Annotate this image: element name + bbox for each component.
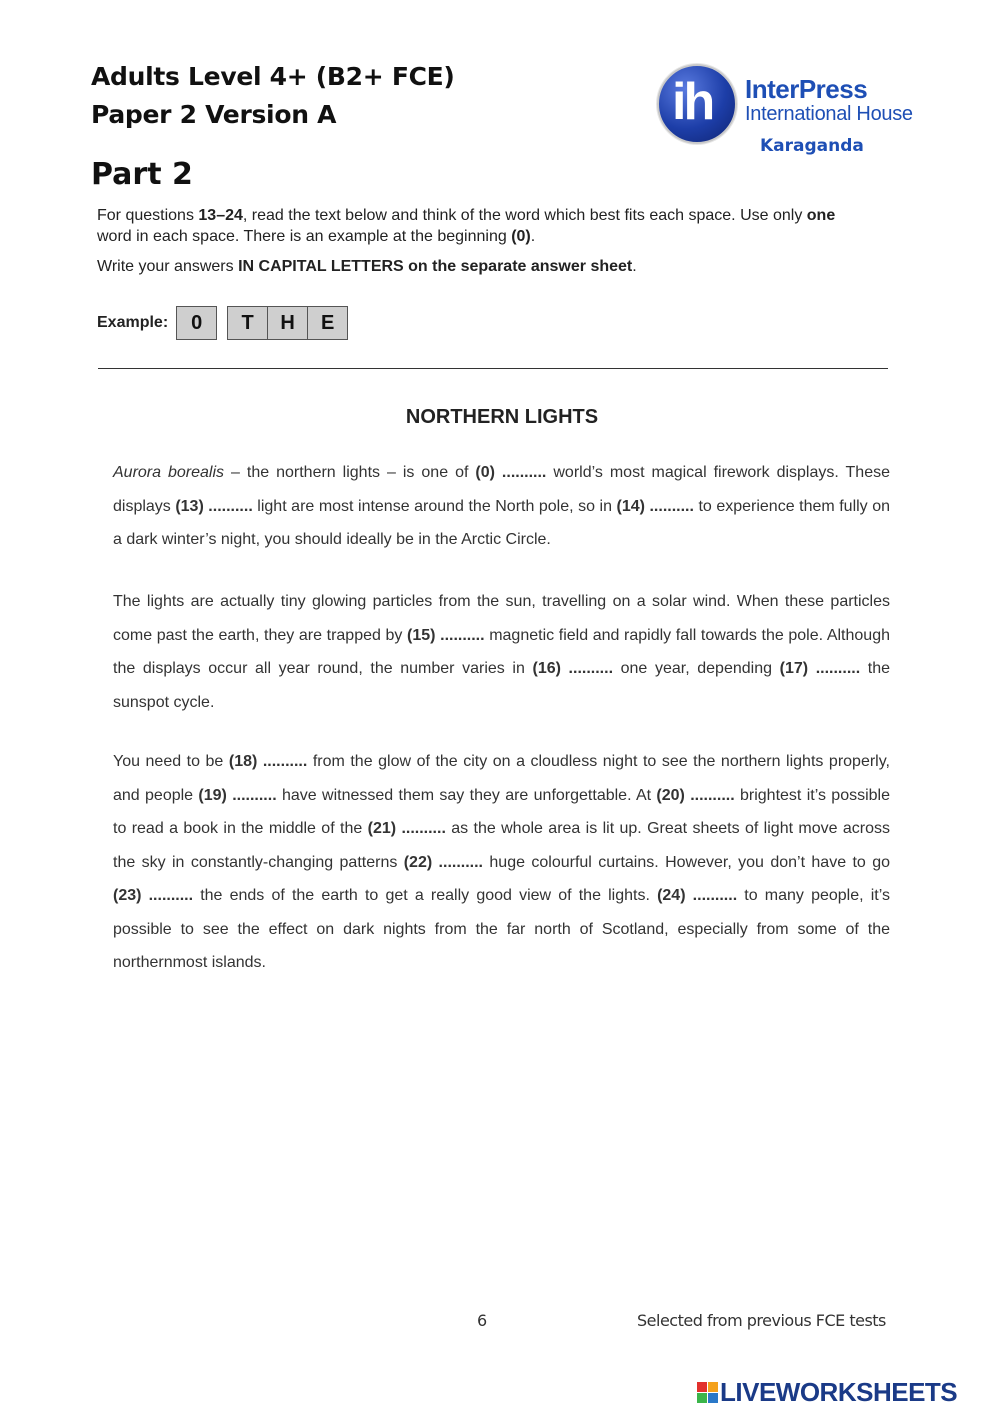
gap-dots: .......... <box>560 660 614 677</box>
document-level-title: Adults Level 4+ (B2+ FCE) <box>91 62 455 91</box>
para-text: as the whole area is lit up. Great sheets of light move across the sky in constantly-changing patterns <box>113 820 891 871</box>
watermark-text: LIVEWORKSHEETS <box>720 1377 958 1407</box>
para-text: brightest it’s possible to read a book in the middle of the <box>113 786 891 837</box>
gap-dots: .......... <box>494 464 547 481</box>
paragraph-2 <box>113 585 890 719</box>
para-text: to many people, it’s possible to see the effect on dark nights from the far north of Scotland, especially from some of the northernmost islands. <box>113 887 890 971</box>
example-letter-box: H <box>267 306 308 340</box>
gap-dots: .......... <box>435 626 485 644</box>
gap-dots: .......... <box>257 753 308 770</box>
gap-dots: .......... <box>684 786 735 804</box>
page-number: 6 <box>477 1311 488 1330</box>
instr-text: Write your answers <box>97 258 239 275</box>
logo-square <box>697 1382 707 1392</box>
gap-dots: .......... <box>685 887 738 904</box>
example-letter-box: E <box>307 306 348 340</box>
para-text: to experience them fully on a dark winter’s night, you should ideally be in the Arctic Circle. <box>113 497 890 548</box>
interpress-logo <box>657 64 957 164</box>
document-version-title: Paper 2 Version A <box>91 100 337 129</box>
gap-number: (24) <box>657 887 686 904</box>
logo-square <box>708 1393 718 1403</box>
gap-dots: .......... <box>141 887 194 904</box>
liveworksheets-logo-icon <box>697 1382 718 1403</box>
gap-number: (14) <box>616 497 645 515</box>
text-title <box>0 406 1000 429</box>
gap-number: (13) <box>175 497 204 515</box>
gap-number: (22) <box>403 853 433 871</box>
instructions-line-2 <box>97 256 867 277</box>
para-text: The lights are actually tiny glowing particles from the sun, travelling on a solar wind. When these particles come past the earth, they are trapped by <box>113 593 890 644</box>
para-text: world’s most magical firework displays. These displays <box>113 464 890 515</box>
para-text: the ends of the earth to get a really good view of the lights. <box>193 887 658 904</box>
ih-logo-icon <box>657 64 737 144</box>
logo-square <box>697 1393 707 1403</box>
gap-number: (23) <box>113 887 142 904</box>
instr-emphasis: one <box>806 207 836 224</box>
para-text: one year, depending <box>613 660 780 677</box>
logo-square <box>708 1382 718 1392</box>
gap-number: (20) <box>656 786 685 804</box>
gap-dots: .......... <box>226 786 277 804</box>
gap-number: (0) <box>475 464 495 481</box>
para-text: Aurora borealis <box>113 464 225 481</box>
instr-text: For questions <box>97 207 199 224</box>
para-text: – the northern lights – is one of <box>224 464 476 481</box>
gap-number: (15) <box>407 626 436 644</box>
gap-dots: .......... <box>203 497 253 515</box>
separator-line <box>98 368 888 369</box>
para-text: from the glow of the city on a cloudless night to see the northern lights properly, and people <box>113 753 890 804</box>
instr-text: . <box>530 228 536 245</box>
instr-text: . <box>632 258 637 275</box>
example-label: Example: <box>97 314 169 331</box>
logo-mark: ih <box>672 73 713 131</box>
text-title-label: NORTHERN LIGHTS <box>405 406 599 428</box>
instr-example-ref: (0) <box>511 228 531 245</box>
logo-city: Karaganda <box>760 136 864 156</box>
para-text: huge colourful curtains. However, you don’t have to go <box>483 853 890 871</box>
example-answer <box>97 304 348 342</box>
para-text: have witnessed them say they are unforgettable. At <box>276 786 657 804</box>
para-text: the sunspot cycle. <box>113 660 891 711</box>
gap-number: (18) <box>228 753 258 770</box>
instr-text: word in each space. There is an example at the beginning <box>97 228 512 245</box>
instr-questions-range: 13–24 <box>198 207 243 224</box>
gap-number: (19) <box>198 786 227 804</box>
instructions-line-1 <box>97 205 867 247</box>
gap-dots: .......... <box>396 820 446 837</box>
para-text: light are most intense around the North pole, so in <box>252 497 617 515</box>
example-number-box: 0 <box>176 306 217 340</box>
paragraph-3 <box>113 745 890 980</box>
gap-dots: .......... <box>644 497 694 515</box>
footer-note: Selected from previous FCE tests <box>637 1311 886 1330</box>
gap-dots: .......... <box>432 853 484 871</box>
instr-emphasis: IN CAPITAL LETTERS on the separate answer sheet <box>238 258 633 275</box>
instr-text: , read the text below and think of the word which best fits each space. Use only <box>242 207 807 224</box>
example-letter-box: T <box>227 306 268 340</box>
paragraph-1 <box>113 456 890 557</box>
gap-number: (17) <box>779 660 809 677</box>
logo-subtitle: International House <box>745 103 913 125</box>
logo-name: InterPress <box>745 74 868 104</box>
liveworksheets-watermark <box>697 1377 957 1408</box>
part-heading: Part 2 <box>91 157 193 192</box>
para-text: You need to be <box>113 753 229 770</box>
para-text: magnetic field and rapidly fall towards the pole. Although the displays occur all year round, the number varies in <box>113 626 890 677</box>
gap-number: (16) <box>532 660 561 677</box>
gap-dots: .......... <box>808 660 861 677</box>
gap-number: (21) <box>367 820 397 837</box>
